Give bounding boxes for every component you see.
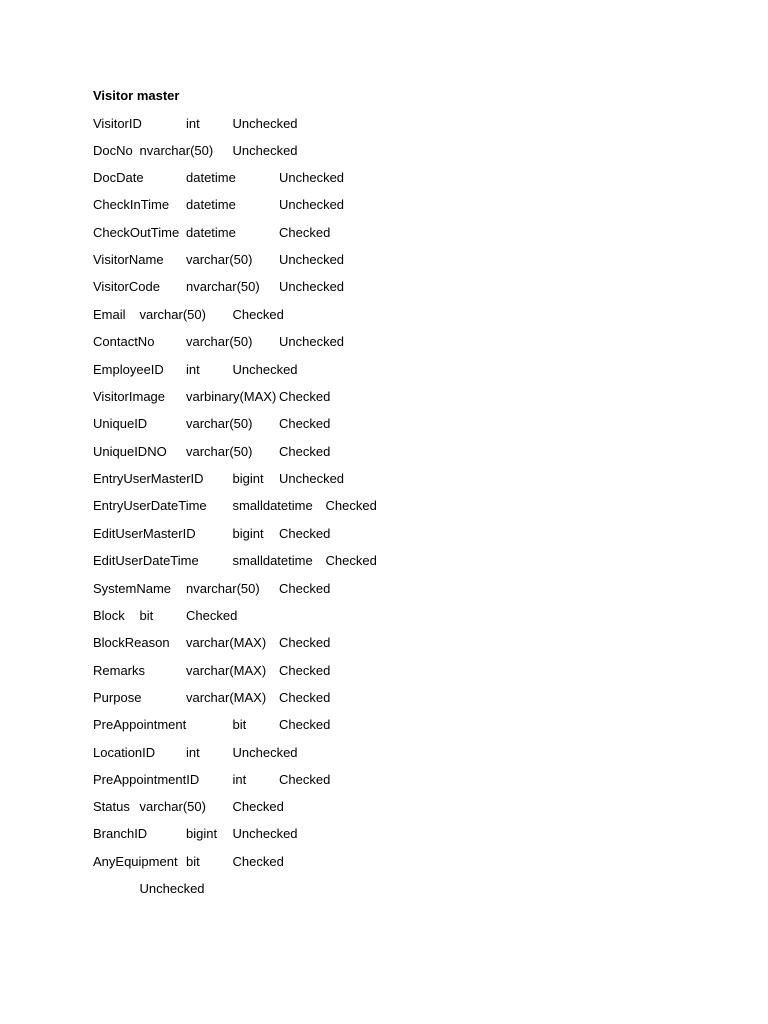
column-line: Purpose varchar(MAX) Checked [93, 690, 331, 705]
column-line: EditUserMasterID bigint Checked [93, 526, 331, 541]
column-line: EditUserDateTime smalldatetime Checked [93, 553, 377, 568]
column-line: VisitorID int Unchecked [93, 116, 298, 131]
column-line: CheckInTime datetime Unchecked [93, 197, 345, 212]
column-line: PreAppointmentID int Checked [93, 772, 331, 787]
column-line: SystemName nvarchar(50) Checked [93, 581, 331, 596]
column-line: Status varchar(50) Checked [93, 799, 284, 814]
column-line: EmployeeID int Unchecked [93, 362, 298, 377]
column-line: UniqueID varchar(50) Checked [93, 416, 331, 431]
column-line: ContactNo varchar(50) Unchecked [93, 334, 345, 349]
column-line: EntryUserMasterID bigint Unchecked [93, 471, 345, 486]
column-line: VisitorName varchar(50) Unchecked [93, 252, 345, 267]
column-line: DocNo nvarchar(50) Unchecked [93, 143, 298, 158]
column-line: BranchID bigint Unchecked [93, 826, 298, 841]
column-line: Remarks varchar(MAX) Checked [93, 663, 331, 678]
column-line: DocDate datetime Unchecked [93, 170, 345, 185]
document-title: Visitor master [93, 88, 180, 103]
column-line: Email varchar(50) Checked [93, 307, 284, 322]
column-line: CheckOutTime datetime Checked [93, 225, 331, 240]
column-line: PreAppointment bit Checked [93, 717, 331, 732]
column-line: BlockReason varchar(MAX) Checked [93, 635, 331, 650]
column-line: Unchecked [93, 881, 205, 896]
column-line: Block bit Checked [93, 608, 238, 623]
column-line: AnyEquipment bit Checked [93, 854, 284, 869]
column-line: EntryUserDateTime smalldatetime Checked [93, 498, 377, 513]
column-line: LocationID int Unchecked [93, 745, 298, 760]
column-line: VisitorImage varbinary(MAX) Checked [93, 389, 331, 404]
column-line: VisitorCode nvarchar(50) Unchecked [93, 279, 345, 294]
column-line: UniqueIDNO varchar(50) Checked [93, 444, 331, 459]
